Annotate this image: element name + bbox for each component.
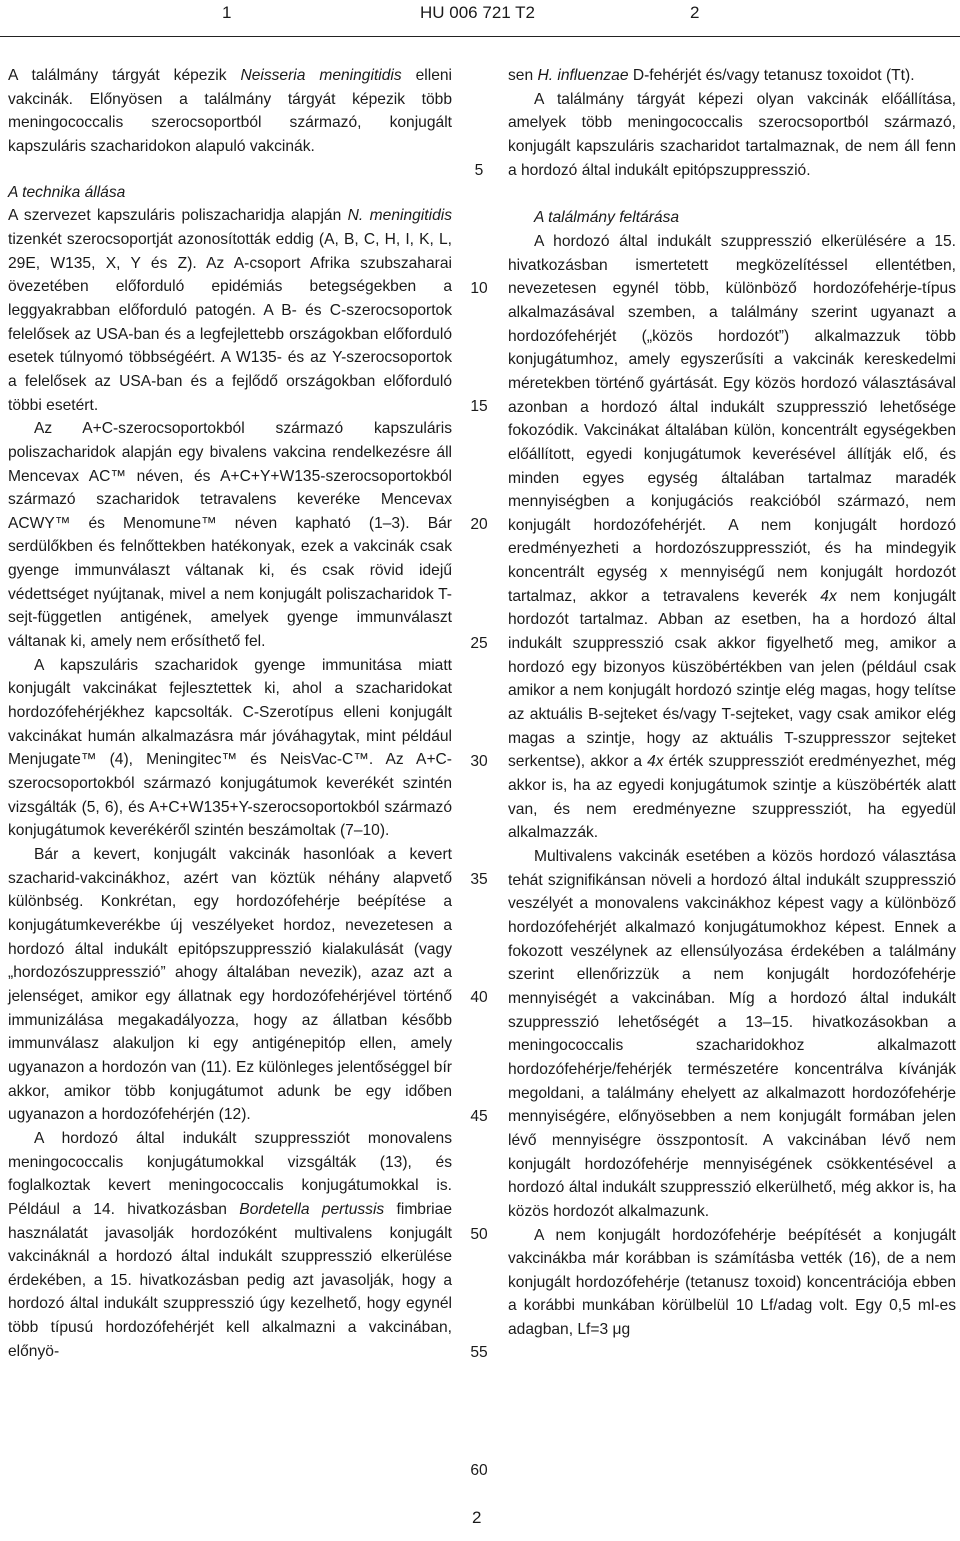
paragraph: A kapszuláris szacharidok gyenge immunitása miatt konjugált vakcinákat fejlesztettek ki, ahol a szacharidokat hordozófehérjékhez kapcsolták. C-Szerotípus elleni konjugált vakcinákat humán alkalmazásra már jóváhagytak, mint például Menjugate™ (4), Meningitec™ és NeisVac-C™. Az A+C-szerocsoportokból származó konjugátumok keverékét szintén vizsgálták (5, 6), és A+C+W135+Y-szerocsoportokból származó konjugátumok keverékéről szintén beszámoltak (7–10). bbox=[8, 656, 452, 840]
line-number: 10 bbox=[470, 279, 488, 297]
paragraph: Bár a kevert, konjugált vakcinák hasonlóak a kevert szacharid-vakcinákhoz, azért van köztük néhány alapvető különbség. Konkrétan, egy hordozófehérje beépítése a konjugátumkeverékbe új veszélyeket hordoz, nevezetesen a hordozó által indukált epitópszuppresszió kialakulását (vagy „hordozószuppresszió” ahogy általában nevezik), azaz azt a jelenséget, amikor egy állatnak egy hordozófehérjével történő immunizálása megakadályozza, hogy az állatban később immunválasz alakuljon ki egy antigénepitóp ellen, amely ugyanazon a hordozón van (11). Ez különleges jelentőséggel bír akkor, amikor több konjugátumot adunk be egy időben ugyanazon a hordozófehérjén (12). bbox=[8, 846, 452, 1124]
patent-number: HU 006 721 T2 bbox=[420, 3, 535, 22]
paragraph: A nem konjugált hordozófehérje beépítését a konjugált vakcinákba már korábban is számításba vették (16), de a nem konjugált hordozófehérje (tetanusz toxoid) koncentrációja ebben a korábbi munkában körülbelül 10 Lf/adag volt. Egy 0,5 ml-es adagban, Lf=3 μg bbox=[508, 1226, 956, 1339]
paragraph: A hordozó által indukált szuppressziót monovalens meningococcalis konjugátumokkal vizsgálták (13), és foglalkoztak kevert meningococcalis konjugátumokkal is. Például a 14. hivatkozásban Bordetella pertussis fimbriae használatát javasolják hordozóként multivalens konjugált vakcináknál a hordozó által indukált szuppresszió elkerülése érdekében, a 15. hivatkozásban pedig azt javasolják, hogy a hordozó által indukált szuppresszió úgy kezelhető, hogy egynél több típusú hordozófehérjét kell alkalmazni a vakcinában, előnyö- bbox=[8, 1129, 452, 1360]
line-number: 25 bbox=[470, 634, 488, 652]
paragraph: A szervezet kapszuláris poliszacharidja alapján N. meningitidis tizenkét szerocsoportját azonosították eddig (A, B, C, H, I, K, L, 29E, W135, X, Y és Z). Az A-csoport Afrika szubszaharai övezetében előforduló epidémiás betegségekben a leggyakrabban előforduló patogén. A B- és C-szerocsoportok felelősek az USA-ban és a legfejlettebb országokban előforduló esetek túlnyomó többségéért. A W135- és az Y-szerocsoportok a felelősek az USA-ban és a fejlődő országokban előforduló többi esetért. bbox=[8, 207, 452, 414]
line-number: 55 bbox=[470, 1344, 488, 1362]
section-heading: A technika állása bbox=[8, 183, 126, 201]
paragraph: Multivalens vakcinák esetében a közös hordozó választása tehát szignifikánsan növeli a hordozó által indukált szuppresszió veszélyét a monovalens vakcinákhoz képest vagy a különböző hordozófehérjét alkalmazó konjugátumokhoz képest. Ennek a fokozott veszélynek az ellensúlyozása érdekében a találmány szerint ellenőrizzük a nem konjugált hordozófehérje mennyiségét a vakcinában. Míg a hordozó által indukált szuppresszió lehetőségét a 13–15. hivatkozásokban a meningococcalis szacharidokhoz alkalmazott hordozófehérje/fehérjék természetére koncentrálva kívánják megoldani, a találmány ehelyett az alkalmazott hordozófehérje mennyiségére, előnyösebben a nem konjugált formában jelen lévő mennyiségre összpontosít. A vakcinában lévő nem konjugált hordozófehérje mennyiségének csökkentésével a hordozó által indukált szuppresszió elkerülhető, még akkor is, ha közös hordozót alkalmazunk. bbox=[508, 848, 956, 1220]
line-number: 15 bbox=[470, 398, 488, 416]
line-numbers bbox=[462, 0, 502, 1541]
right-column bbox=[508, 64, 956, 1342]
line-number: 60 bbox=[470, 1462, 488, 1480]
paragraph: A találmány tárgyát képezi olyan vakcinák előállítása, amelyek több meningococcalis szerocsoportból származó, konjugált kapszuláris szacharidot tartalmaznak, de nem áll fenn a hordozó által indukált epitópszuppresszió. bbox=[508, 90, 956, 179]
line-number: 40 bbox=[470, 989, 488, 1007]
line-number: 45 bbox=[470, 1107, 488, 1125]
page-footer-number: 2 bbox=[472, 1508, 482, 1527]
paragraph: Az A+C-szerocsoportokból származó kapszuláris poliszacharidok alapján egy bivalens vakcina rendelkezésre áll Mencevax AC™ néven, és A+C+Y+W135-szerocsoportokból származó szacharidok tetravalens keveréke Mencevax ACWY™ és Menomune™ néven kapható (1–3). Bár serdülőkben és felnőttekben hatékonyak, ezek a vakcinák csak gyenge immunválaszt váltanak ki, és csak rövid idejű védettséget nyújtanak, mivel a nem konjugált poliszacharidok T-sejt-független antigének, amelyek gyenge immunválaszt váltanak ki, amely nem erősíthető fel. bbox=[8, 420, 452, 651]
line-number: 20 bbox=[470, 516, 488, 534]
section-heading: A találmány feltárása bbox=[534, 209, 680, 227]
paragraph: sen H. influenzae D-fehérjét és/vagy tetanusz toxoidot (Tt). bbox=[508, 67, 915, 84]
line-number: 35 bbox=[470, 871, 488, 889]
line-number: 30 bbox=[470, 752, 488, 770]
page-number-left: 1 bbox=[222, 3, 232, 22]
line-number: 50 bbox=[470, 1225, 488, 1243]
paragraph: A hordozó által indukált szuppresszió elkerülésére a 15. hivatkozásban ismertetett megközelítéssel ellentétben, nevezetesen egynél több, különböző hordozófehérje-típus alkalmazásával szemben, a találmány szerint ugyanazt a hordozófehérjét („közös hordozót”) alkalmazzuk több konjugátumhoz, amely egyszerűsíti a vakcinák kereskedelmi méretekben történő gyártását. Egy közös hordozó választásával azonban a hordozó által indukált szuppresszió lehetősége fokozódik. Vakcinákat általában külön, koncentrált egységekben előállított, egyedi konjugátumok keverésével állítják elő, és minden egyes egység általában tartalmaz maradék mennyiségben a konjugációs reakcióból származó, nem konjugált hordozófehérjét. A nem konjugált hordozó eredményezheti a hordozószuppressziót, és ha mindegyik koncentrált egység x mennyiségű nem konjugált hordozót tartalmaz, akkor a tetravalens keverék 4x nem konjugált hordozót tartalmaz. Abban az esetben, ha a hordozó által indukált szuppresszió csak akkor figyelhető meg, amikor a hordozó egy bizonyos küszöbértékben van jelen (például csak amikor a nem konjugált hordozó szintje elég magas, hogy telítse az aktuális B-sejteket és/vagy T-sejteket, vagy csak amikor elég magas a szintje, hogy az aktuális T-szuppresszor sejteket serkentse), akkor a 4x érték szuppressziót eredményezhet, még akkor is, ha az egyedi konjugátumok szintje a küszöbérték alatt van, és nem eredményezne szuppressziót, ha egyedül alkalmazzák. bbox=[508, 232, 956, 842]
paragraph: A találmány tárgyát képezik Neisseria meningitidis elleni vakcinák. Előnyösen a találmány tárgyát képezik több meningococcalis szerocsoportból származó, konjugált kapszuláris szacharidokon alapuló vakcinák. bbox=[8, 67, 453, 155]
left-column bbox=[8, 64, 452, 1363]
page-number-right: 2 bbox=[690, 3, 700, 22]
line-number: 5 bbox=[474, 161, 484, 179]
